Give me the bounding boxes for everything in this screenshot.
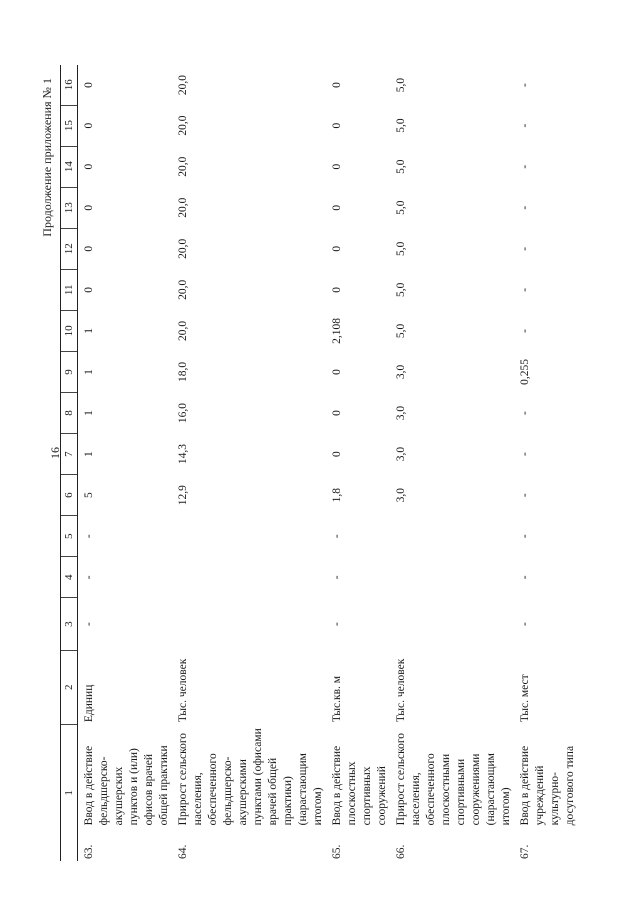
- value-cell: 5,0: [395, 118, 407, 133]
- column-header: 11: [61, 269, 78, 310]
- column-header: 8: [61, 392, 78, 433]
- value-cell: 0: [331, 410, 343, 416]
- value-cell: -: [519, 164, 531, 169]
- row-number: 63.: [83, 844, 95, 859]
- value-cell: -: [519, 622, 531, 627]
- value-cell: [172, 516, 326, 557]
- value-cell: -: [83, 575, 95, 580]
- value-cell: -: [519, 205, 531, 210]
- value-cell: 20,0: [177, 156, 189, 177]
- value-cell: 5,0: [395, 323, 407, 339]
- value-cell: 16,0: [177, 402, 189, 424]
- value-cell: 20,0: [177, 238, 189, 259]
- row-number: 64.: [177, 844, 189, 859]
- value-cell: [390, 557, 514, 598]
- page-number: 16: [48, 447, 62, 459]
- unit-cell: Единиц: [83, 684, 95, 723]
- value-cell: -: [519, 246, 531, 251]
- column-header: 12: [61, 228, 78, 269]
- value-cell: 5,0: [395, 77, 407, 93]
- table-row: [390, 65, 514, 861]
- value-cell: 5,0: [395, 159, 407, 174]
- unit-cell: Тыс. человек: [395, 658, 407, 723]
- value-cell: 5: [83, 492, 95, 499]
- value-cell: 3,0: [395, 405, 407, 421]
- value-cell: 0: [83, 82, 95, 88]
- value-cell: 3,0: [395, 446, 407, 462]
- header-row: [61, 65, 78, 861]
- value-cell: 5,0: [395, 241, 407, 256]
- value-cell: [172, 557, 326, 598]
- unit-cell: Тыс. мест: [519, 674, 531, 723]
- column-header: 14: [61, 146, 78, 187]
- value-cell: 5,0: [395, 200, 407, 215]
- indicator-name: Прирост сельского населения, обеспеченного плоскостными спортивными сооружениями (нарастающим итогом): [395, 732, 512, 826]
- column-header: 16: [61, 65, 78, 105]
- unit-cell: Тыс. человек: [177, 658, 189, 723]
- value-cell: -: [331, 534, 343, 539]
- value-cell: 0: [331, 286, 343, 293]
- value-cell: 5,0: [395, 282, 407, 298]
- indicator-name: Ввод в действие учреждений культурно-досугового типа: [519, 745, 576, 826]
- value-cell: 3,0: [395, 487, 407, 503]
- value-cell: -: [519, 83, 531, 87]
- value-cell: 0: [331, 122, 343, 129]
- column-header: 2: [61, 650, 78, 724]
- value-cell: 0: [331, 163, 343, 170]
- value-cell: 0: [331, 369, 343, 375]
- column-header: 5: [61, 516, 78, 557]
- value-cell: 1: [83, 451, 95, 457]
- value-cell: -: [331, 575, 343, 580]
- value-cell: 14,3: [177, 444, 189, 465]
- value-cell: 0: [331, 451, 343, 457]
- value-cell: -: [519, 452, 531, 456]
- column-header: 13: [61, 187, 78, 228]
- row-number: 67.: [519, 844, 531, 859]
- column-header: 7: [61, 434, 78, 475]
- row-number: 66.: [395, 844, 407, 859]
- value-cell: 20,0: [177, 279, 189, 300]
- column-header: 15: [61, 105, 78, 146]
- column-header: 1: [61, 724, 78, 861]
- value-cell: 0: [83, 163, 95, 170]
- value-cell: -: [83, 534, 95, 539]
- column-header: 3: [61, 598, 78, 651]
- value-cell: 18,0: [177, 361, 189, 383]
- value-cell: [390, 598, 514, 651]
- value-cell: 0,255: [519, 359, 531, 385]
- data-table: [60, 65, 578, 861]
- value-cell: 1,8: [331, 487, 343, 503]
- value-cell: -: [519, 328, 531, 333]
- column-header: 10: [61, 310, 78, 351]
- value-cell: 0: [83, 122, 95, 129]
- value-cell: 3,0: [395, 364, 407, 380]
- value-cell: 1: [83, 410, 95, 416]
- value-cell: 0: [331, 82, 343, 88]
- value-cell: 1: [83, 328, 95, 334]
- value-cell: -: [519, 493, 531, 498]
- value-cell: 20,0: [177, 74, 189, 96]
- value-cell: 0: [83, 245, 95, 252]
- row-number: 65.: [331, 844, 343, 859]
- value-cell: -: [331, 622, 343, 627]
- column-header: 6: [61, 475, 78, 516]
- table-row: [78, 65, 173, 861]
- indicator-name: Ввод в действие плоскостных спортивных сооружений: [331, 745, 388, 826]
- value-cell: [172, 598, 326, 651]
- value-cell: 0: [83, 286, 95, 293]
- value-cell: 0: [331, 204, 343, 211]
- indicator-name: Ввод в действие фельдшерско- акушерских пунктов и (или) офисов врачей общей практики: [83, 745, 170, 826]
- value-cell: -: [83, 622, 95, 627]
- value-cell: -: [519, 287, 531, 292]
- value-cell: -: [519, 534, 531, 539]
- value-cell: -: [519, 575, 531, 580]
- value-cell: 20,0: [177, 115, 189, 136]
- value-cell: 12,9: [177, 485, 189, 506]
- value-cell: -: [519, 123, 531, 128]
- value-cell: 0: [331, 245, 343, 252]
- table-row: [514, 65, 578, 861]
- indicator-name: Прирост сельского населения, обеспеченного фельдшерско-акушерскими пунктами (офисами врачей общей практики) (нарастающим итогом): [177, 728, 324, 826]
- table-row: [326, 65, 390, 861]
- value-cell: 0: [83, 204, 95, 211]
- appendix-caption: Продолжение приложения № 1: [40, 78, 54, 237]
- column-header: 9: [61, 351, 78, 392]
- value-cell: 20,0: [177, 320, 189, 341]
- value-cell: -: [519, 411, 531, 415]
- value-cell: [390, 516, 514, 557]
- value-cell: 2,108: [331, 317, 343, 344]
- value-cell: 1: [83, 369, 95, 375]
- column-header: 4: [61, 557, 78, 598]
- table-row: [172, 65, 326, 861]
- value-cell: 20,0: [177, 197, 189, 218]
- unit-cell: Тыс.кв. м: [331, 675, 343, 723]
